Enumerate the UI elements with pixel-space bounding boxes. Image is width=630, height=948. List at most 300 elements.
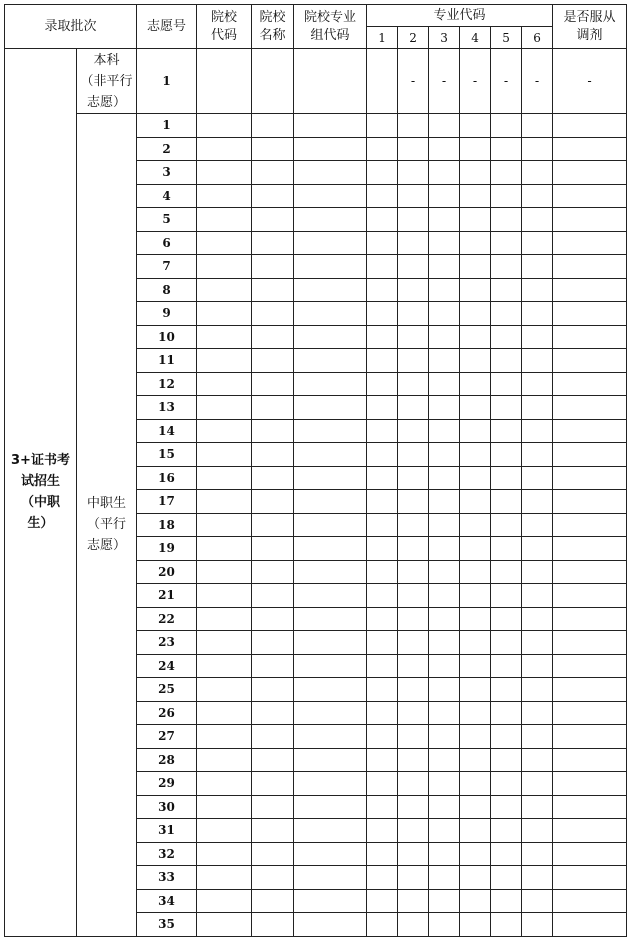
major-code-cell[interactable]: [491, 278, 522, 302]
adjust-cell[interactable]: [553, 466, 627, 490]
group-code-cell[interactable]: [294, 678, 367, 702]
school-name-cell[interactable]: [252, 184, 294, 208]
major-code-cell[interactable]: [522, 748, 553, 772]
major-code-cell[interactable]: [398, 114, 429, 138]
school-name-cell[interactable]: [252, 419, 294, 443]
major-code-cell[interactable]: [398, 231, 429, 255]
major-code-cell[interactable]: [367, 302, 398, 326]
major-code-cell[interactable]: [398, 349, 429, 373]
major-code-cell[interactable]: [398, 631, 429, 655]
school-name-cell[interactable]: [252, 607, 294, 631]
school-code-cell[interactable]: [197, 725, 252, 749]
adjust-cell[interactable]: [553, 560, 627, 584]
major-code-cell[interactable]: [429, 466, 460, 490]
group-code-cell[interactable]: [294, 913, 367, 937]
group-code-cell[interactable]: [294, 114, 367, 138]
major-code-cell[interactable]: [522, 490, 553, 514]
major-code-cell[interactable]: [491, 349, 522, 373]
school-name-cell[interactable]: [252, 49, 294, 114]
adjust-cell[interactable]: [553, 748, 627, 772]
school-name-cell[interactable]: [252, 866, 294, 890]
major-code-cell[interactable]: [367, 278, 398, 302]
major-code-cell[interactable]: [398, 842, 429, 866]
group-code-cell[interactable]: [294, 701, 367, 725]
major-code-cell[interactable]: [522, 137, 553, 161]
major-code-cell[interactable]: [429, 748, 460, 772]
major-code-cell[interactable]: [429, 607, 460, 631]
adjust-cell[interactable]: [553, 701, 627, 725]
group-code-cell[interactable]: [294, 607, 367, 631]
major-code-cell[interactable]: [398, 372, 429, 396]
major-code-cell[interactable]: [367, 49, 398, 114]
major-code-cell[interactable]: [491, 208, 522, 232]
major-code-cell[interactable]: [491, 537, 522, 561]
major-code-cell[interactable]: [429, 654, 460, 678]
group-code-cell[interactable]: [294, 560, 367, 584]
school-code-cell[interactable]: [197, 137, 252, 161]
group-code-cell[interactable]: [294, 325, 367, 349]
major-code-cell[interactable]: [460, 231, 491, 255]
school-name-cell[interactable]: [252, 701, 294, 725]
major-code-cell[interactable]: [491, 584, 522, 608]
adjust-cell[interactable]: [553, 631, 627, 655]
major-code-cell[interactable]: [491, 419, 522, 443]
group-code-cell[interactable]: [294, 278, 367, 302]
group-code-cell[interactable]: [294, 584, 367, 608]
group-code-cell[interactable]: [294, 372, 367, 396]
group-code-cell[interactable]: [294, 490, 367, 514]
group-code-cell[interactable]: [294, 349, 367, 373]
major-code-cell[interactable]: [367, 584, 398, 608]
group-code-cell[interactable]: [294, 419, 367, 443]
major-code-cell[interactable]: [367, 725, 398, 749]
adjust-cell[interactable]: [553, 819, 627, 843]
major-code-cell[interactable]: [460, 114, 491, 138]
school-code-cell[interactable]: [197, 772, 252, 796]
major-code-cell[interactable]: [398, 795, 429, 819]
major-code-cell[interactable]: [398, 889, 429, 913]
major-code-cell[interactable]: [491, 795, 522, 819]
school-code-cell[interactable]: [197, 208, 252, 232]
school-name-cell[interactable]: [252, 748, 294, 772]
major-code-cell[interactable]: [398, 560, 429, 584]
group-code-cell[interactable]: [294, 49, 367, 114]
major-code-cell[interactable]: [429, 372, 460, 396]
major-code-cell[interactable]: [367, 466, 398, 490]
school-name-cell[interactable]: [252, 819, 294, 843]
school-code-cell[interactable]: [197, 866, 252, 890]
major-code-cell[interactable]: [367, 889, 398, 913]
adjust-cell[interactable]: [553, 443, 627, 467]
school-name-cell[interactable]: [252, 795, 294, 819]
school-code-cell[interactable]: [197, 842, 252, 866]
major-code-cell[interactable]: [429, 161, 460, 185]
major-code-cell[interactable]: [367, 325, 398, 349]
major-code-cell[interactable]: [429, 701, 460, 725]
major-code-cell[interactable]: [491, 701, 522, 725]
major-code-cell[interactable]: [522, 607, 553, 631]
major-code-cell[interactable]: [460, 701, 491, 725]
adjust-cell[interactable]: [553, 866, 627, 890]
major-code-cell[interactable]: [367, 913, 398, 937]
school-code-cell[interactable]: [197, 184, 252, 208]
major-code-cell[interactable]: [398, 161, 429, 185]
major-code-cell[interactable]: [460, 490, 491, 514]
major-code-cell[interactable]: [522, 631, 553, 655]
adjust-cell[interactable]: [553, 184, 627, 208]
major-code-cell[interactable]: [367, 184, 398, 208]
school-name-cell[interactable]: [252, 560, 294, 584]
major-code-cell[interactable]: [522, 889, 553, 913]
major-code-cell[interactable]: [491, 889, 522, 913]
school-name-cell[interactable]: [252, 302, 294, 326]
major-code-cell[interactable]: [429, 678, 460, 702]
school-code-cell[interactable]: [197, 701, 252, 725]
major-code-cell[interactable]: [460, 748, 491, 772]
major-code-cell[interactable]: [522, 231, 553, 255]
major-code-cell[interactable]: [398, 302, 429, 326]
school-name-cell[interactable]: [252, 161, 294, 185]
major-code-cell[interactable]: [460, 654, 491, 678]
major-code-cell[interactable]: [367, 631, 398, 655]
school-name-cell[interactable]: [252, 772, 294, 796]
major-code-cell[interactable]: [491, 772, 522, 796]
major-code-cell[interactable]: [460, 631, 491, 655]
major-code-cell[interactable]: [367, 678, 398, 702]
group-code-cell[interactable]: [294, 772, 367, 796]
major-code-cell[interactable]: [460, 372, 491, 396]
major-code-cell[interactable]: [522, 278, 553, 302]
major-code-cell[interactable]: [491, 748, 522, 772]
major-code-cell[interactable]: [398, 607, 429, 631]
major-code-cell[interactable]: [460, 772, 491, 796]
school-code-cell[interactable]: [197, 795, 252, 819]
major-code-cell[interactable]: [491, 396, 522, 420]
major-code-cell[interactable]: [429, 114, 460, 138]
school-name-cell[interactable]: [252, 537, 294, 561]
school-name-cell[interactable]: [252, 208, 294, 232]
school-name-cell[interactable]: [252, 349, 294, 373]
major-code-cell[interactable]: [398, 325, 429, 349]
major-code-cell[interactable]: [522, 560, 553, 584]
school-code-cell[interactable]: [197, 607, 252, 631]
major-code-cell[interactable]: [429, 513, 460, 537]
major-code-cell[interactable]: [367, 419, 398, 443]
major-code-cell[interactable]: [460, 443, 491, 467]
major-code-cell[interactable]: [522, 537, 553, 561]
major-code-cell[interactable]: [367, 513, 398, 537]
major-code-cell[interactable]: [398, 537, 429, 561]
adjust-cell[interactable]: [553, 537, 627, 561]
major-code-cell[interactable]: [460, 560, 491, 584]
major-code-cell[interactable]: [367, 842, 398, 866]
group-code-cell[interactable]: [294, 396, 367, 420]
school-code-cell[interactable]: [197, 372, 252, 396]
school-code-cell[interactable]: [197, 819, 252, 843]
major-code-cell[interactable]: [429, 795, 460, 819]
major-code-cell[interactable]: [367, 772, 398, 796]
adjust-cell[interactable]: [553, 161, 627, 185]
school-code-cell[interactable]: [197, 490, 252, 514]
school-name-cell[interactable]: [252, 654, 294, 678]
major-code-cell[interactable]: [460, 866, 491, 890]
major-code-cell[interactable]: [367, 654, 398, 678]
major-code-cell[interactable]: [367, 560, 398, 584]
school-name-cell[interactable]: [252, 466, 294, 490]
major-code-cell[interactable]: [398, 443, 429, 467]
school-code-cell[interactable]: [197, 161, 252, 185]
adjust-cell[interactable]: [553, 325, 627, 349]
major-code-cell[interactable]: [491, 513, 522, 537]
major-code-cell[interactable]: [522, 701, 553, 725]
school-name-cell[interactable]: [252, 513, 294, 537]
adjust-cell[interactable]: [553, 584, 627, 608]
major-code-cell[interactable]: [398, 913, 429, 937]
major-code-cell[interactable]: [398, 748, 429, 772]
major-code-cell[interactable]: [429, 419, 460, 443]
major-code-cell[interactable]: [460, 537, 491, 561]
school-code-cell[interactable]: [197, 560, 252, 584]
major-code-cell[interactable]: [522, 325, 553, 349]
major-code-cell[interactable]: [460, 584, 491, 608]
major-code-cell[interactable]: [429, 255, 460, 279]
major-code-cell[interactable]: [429, 137, 460, 161]
school-name-cell[interactable]: [252, 842, 294, 866]
major-code-cell[interactable]: [491, 607, 522, 631]
major-code-cell[interactable]: [367, 748, 398, 772]
major-code-cell[interactable]: [460, 466, 491, 490]
school-code-cell[interactable]: [197, 325, 252, 349]
major-code-cell[interactable]: [491, 654, 522, 678]
school-name-cell[interactable]: [252, 913, 294, 937]
major-code-cell[interactable]: [491, 560, 522, 584]
major-code-cell[interactable]: [429, 231, 460, 255]
major-code-cell[interactable]: [398, 466, 429, 490]
major-code-cell[interactable]: [460, 396, 491, 420]
major-code-cell[interactable]: [429, 631, 460, 655]
major-code-cell[interactable]: [460, 208, 491, 232]
major-code-cell[interactable]: [522, 255, 553, 279]
school-code-cell[interactable]: [197, 466, 252, 490]
group-code-cell[interactable]: [294, 889, 367, 913]
school-code-cell[interactable]: [197, 114, 252, 138]
adjust-cell[interactable]: [553, 419, 627, 443]
adjust-cell[interactable]: [553, 231, 627, 255]
school-name-cell[interactable]: [252, 490, 294, 514]
adjust-cell[interactable]: [553, 396, 627, 420]
major-code-cell[interactable]: [429, 537, 460, 561]
major-code-cell[interactable]: [367, 231, 398, 255]
major-code-cell[interactable]: [522, 443, 553, 467]
school-name-cell[interactable]: [252, 278, 294, 302]
major-code-cell[interactable]: [522, 513, 553, 537]
school-code-cell[interactable]: [197, 255, 252, 279]
major-code-cell[interactable]: [491, 372, 522, 396]
major-code-cell[interactable]: [491, 231, 522, 255]
major-code-cell[interactable]: [522, 725, 553, 749]
major-code-cell[interactable]: [522, 772, 553, 796]
major-code-cell[interactable]: [522, 161, 553, 185]
major-code-cell[interactable]: [491, 866, 522, 890]
major-code-cell[interactable]: [367, 208, 398, 232]
major-code-cell[interactable]: [522, 795, 553, 819]
major-code-cell[interactable]: [367, 866, 398, 890]
major-code-cell[interactable]: [491, 631, 522, 655]
major-code-cell[interactable]: [491, 490, 522, 514]
major-code-cell[interactable]: [491, 819, 522, 843]
school-code-cell[interactable]: [197, 49, 252, 114]
major-code-cell[interactable]: [429, 184, 460, 208]
school-name-cell[interactable]: [252, 114, 294, 138]
major-code-cell[interactable]: [429, 819, 460, 843]
major-code-cell[interactable]: [522, 842, 553, 866]
major-code-cell[interactable]: [367, 114, 398, 138]
major-code-cell[interactable]: [429, 396, 460, 420]
school-name-cell[interactable]: [252, 678, 294, 702]
school-name-cell[interactable]: [252, 255, 294, 279]
school-code-cell[interactable]: [197, 278, 252, 302]
major-code-cell[interactable]: [429, 584, 460, 608]
adjust-cell[interactable]: [553, 255, 627, 279]
group-code-cell[interactable]: [294, 748, 367, 772]
major-code-cell[interactable]: [398, 513, 429, 537]
major-code-cell[interactable]: [460, 607, 491, 631]
major-code-cell[interactable]: [367, 396, 398, 420]
group-code-cell[interactable]: [294, 231, 367, 255]
school-code-cell[interactable]: [197, 443, 252, 467]
group-code-cell[interactable]: [294, 255, 367, 279]
major-code-cell[interactable]: [398, 701, 429, 725]
major-code-cell[interactable]: [429, 325, 460, 349]
major-code-cell[interactable]: [398, 208, 429, 232]
school-name-cell[interactable]: [252, 631, 294, 655]
major-code-cell[interactable]: [460, 325, 491, 349]
major-code-cell[interactable]: [460, 913, 491, 937]
major-code-cell[interactable]: [398, 678, 429, 702]
adjust-cell[interactable]: [553, 349, 627, 373]
major-code-cell[interactable]: [460, 819, 491, 843]
major-code-cell[interactable]: [522, 114, 553, 138]
school-code-cell[interactable]: [197, 913, 252, 937]
school-name-cell[interactable]: [252, 725, 294, 749]
major-code-cell[interactable]: [522, 819, 553, 843]
adjust-cell[interactable]: [553, 772, 627, 796]
school-code-cell[interactable]: [197, 396, 252, 420]
major-code-cell[interactable]: [491, 443, 522, 467]
major-code-cell[interactable]: [367, 255, 398, 279]
adjust-cell[interactable]: [553, 513, 627, 537]
major-code-cell[interactable]: [491, 255, 522, 279]
major-code-cell[interactable]: [460, 842, 491, 866]
major-code-cell[interactable]: [398, 490, 429, 514]
group-code-cell[interactable]: [294, 513, 367, 537]
major-code-cell[interactable]: [429, 913, 460, 937]
major-code-cell[interactable]: [429, 302, 460, 326]
group-code-cell[interactable]: [294, 631, 367, 655]
major-code-cell[interactable]: [491, 466, 522, 490]
major-code-cell[interactable]: [398, 866, 429, 890]
major-code-cell[interactable]: [398, 184, 429, 208]
school-name-cell[interactable]: [252, 396, 294, 420]
adjust-cell[interactable]: [553, 889, 627, 913]
adjust-cell[interactable]: [553, 725, 627, 749]
school-code-cell[interactable]: [197, 419, 252, 443]
school-code-cell[interactable]: [197, 302, 252, 326]
major-code-cell[interactable]: [460, 278, 491, 302]
major-code-cell[interactable]: [429, 725, 460, 749]
major-code-cell[interactable]: [367, 372, 398, 396]
group-code-cell[interactable]: [294, 208, 367, 232]
school-code-cell[interactable]: [197, 678, 252, 702]
major-code-cell[interactable]: [429, 208, 460, 232]
major-code-cell[interactable]: [522, 372, 553, 396]
group-code-cell[interactable]: [294, 819, 367, 843]
school-code-cell[interactable]: [197, 513, 252, 537]
school-name-cell[interactable]: [252, 443, 294, 467]
group-code-cell[interactable]: [294, 725, 367, 749]
adjust-cell[interactable]: [553, 795, 627, 819]
major-code-cell[interactable]: [522, 866, 553, 890]
major-code-cell[interactable]: [460, 419, 491, 443]
school-code-cell[interactable]: [197, 584, 252, 608]
major-code-cell[interactable]: [491, 184, 522, 208]
group-code-cell[interactable]: [294, 537, 367, 561]
major-code-cell[interactable]: [429, 772, 460, 796]
school-name-cell[interactable]: [252, 372, 294, 396]
major-code-cell[interactable]: [398, 419, 429, 443]
major-code-cell[interactable]: [460, 889, 491, 913]
major-code-cell[interactable]: [367, 161, 398, 185]
group-code-cell[interactable]: [294, 137, 367, 161]
major-code-cell[interactable]: [367, 537, 398, 561]
major-code-cell[interactable]: [491, 114, 522, 138]
major-code-cell[interactable]: [367, 607, 398, 631]
major-code-cell[interactable]: [367, 795, 398, 819]
major-code-cell[interactable]: [460, 137, 491, 161]
school-name-cell[interactable]: [252, 889, 294, 913]
major-code-cell[interactable]: [522, 654, 553, 678]
adjust-cell[interactable]: [553, 278, 627, 302]
school-code-cell[interactable]: [197, 631, 252, 655]
major-code-cell[interactable]: [429, 560, 460, 584]
major-code-cell[interactable]: [398, 725, 429, 749]
group-code-cell[interactable]: [294, 654, 367, 678]
group-code-cell[interactable]: [294, 443, 367, 467]
major-code-cell[interactable]: [491, 842, 522, 866]
school-name-cell[interactable]: [252, 325, 294, 349]
major-code-cell[interactable]: [522, 302, 553, 326]
major-code-cell[interactable]: [491, 302, 522, 326]
school-code-cell[interactable]: [197, 748, 252, 772]
major-code-cell[interactable]: [491, 161, 522, 185]
adjust-cell[interactable]: [553, 607, 627, 631]
major-code-cell[interactable]: [522, 208, 553, 232]
adjust-cell[interactable]: [553, 372, 627, 396]
major-code-cell[interactable]: [522, 678, 553, 702]
major-code-cell[interactable]: [460, 795, 491, 819]
major-code-cell[interactable]: [367, 443, 398, 467]
major-code-cell[interactable]: [522, 419, 553, 443]
adjust-cell[interactable]: [553, 302, 627, 326]
major-code-cell[interactable]: [398, 278, 429, 302]
school-code-cell[interactable]: [197, 654, 252, 678]
adjust-cell[interactable]: [553, 842, 627, 866]
major-code-cell[interactable]: [522, 466, 553, 490]
group-code-cell[interactable]: [294, 161, 367, 185]
major-code-cell[interactable]: [429, 349, 460, 373]
school-name-cell[interactable]: [252, 137, 294, 161]
major-code-cell[interactable]: [522, 913, 553, 937]
